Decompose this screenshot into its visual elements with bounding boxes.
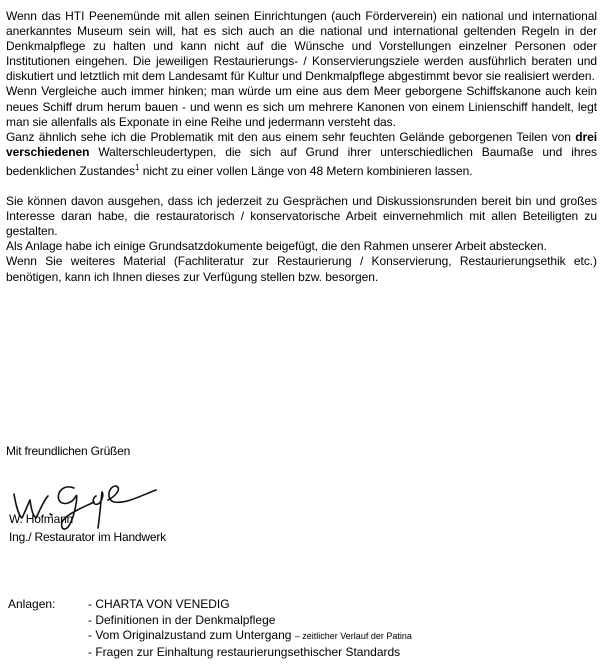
paragraph-text: Walterschleudertypen, die sich auf Grund ihrer unterschiedlichen Baumaße und ihres bedenklichen Zustandes xyxy=(6,144,597,178)
paragraph-further-material: Wenn Sie weiteres Material (Fachliteratur zur Restaurierung / Konservierung, Restaurierungsethik etc.) benötigen, kann ich Ihnen dieses zur Verfügung stellen bzw. besorgen. xyxy=(6,254,597,284)
attachment-item-note: – zeitlicher Verlauf der Patina xyxy=(294,631,412,642)
paragraph-walterschleuder xyxy=(6,130,597,179)
attachment-item: - CHARTA VON VENEDIG xyxy=(88,597,230,611)
closing-salutation: Mit freundlichen Grüßen xyxy=(6,444,131,458)
letter-body xyxy=(6,9,597,285)
paragraph-museum-rules: Wenn das HTI Peenemünde mit allen seinen Einrichtungen (auch Förderverein) ein national und international anerkanntes Museum sein will, hat es sich auch an die national und international geltenden Regeln in der Denkmalpflege zu halten und kann nicht auf die Wünsche und Vorstellungen einzelner Personen oder Institutionen eingehen. Die jeweiligen Restaurierungs- / Konservierungsziele werden ausführlich beraten und diskutiert und letztlich mit dem Landesamt für Kultur und Denkmalpflege abgestimmt bevor sie realisiert werden. xyxy=(6,9,597,84)
emphasis-text: drei verschiedenen xyxy=(6,129,597,159)
paragraph-comparison: Wenn Vergleiche auch immer hinken; man würde um eine aus dem Meer geborgene Schiffskanone auch kein neues Schiff drum herum bauen - und wenn es sich um mehrere Kanonen von einem Linienschiff handelt, legt man sie allenfalls als Exponate in eine Reihe und jedermann versteht das. xyxy=(6,84,597,129)
paragraph-discussion: Sie können davon ausgehen, dass ich jederzeit zu Gesprächen und Diskussionsrunden bereit bin und großes Interesse daran habe, die restauratorisch / konservatorische Arbeit einvernehmlich mit allen Beteiligten zu gestalten. xyxy=(6,194,597,239)
paragraph-text: Ganz ähnlich sehe ich die Problematik mit den aus einem sehr feuchten Gelände geborgenen Teilen von xyxy=(6,129,576,144)
attachment-item xyxy=(88,628,412,645)
attachments-list xyxy=(88,597,412,660)
attachment-item: - Definitionen in der Denkmalpflege xyxy=(88,612,276,627)
paragraph-text: nicht zu einer vollen Länge von 48 Metern kombinieren lassen. xyxy=(139,163,473,178)
footnote-marker: 1 xyxy=(135,162,140,172)
attachment-item-label: - Vom Originalzustand zum Untergang xyxy=(88,628,292,643)
attachment-item: - Fragen zur Einhaltung restaurierungsethischer Standards xyxy=(88,644,401,659)
attachments-label: Anlagen: xyxy=(8,597,56,611)
paragraph-attachments-note: Als Anlage habe ich einige Grundsatzdokumente beigefügt, die den Rahmen unserer Arbeit abstecken. xyxy=(6,239,547,254)
signer-name: W. Hofmann xyxy=(9,512,74,526)
signer-title: Ing./ Restaurator im Handwerk xyxy=(9,530,166,544)
